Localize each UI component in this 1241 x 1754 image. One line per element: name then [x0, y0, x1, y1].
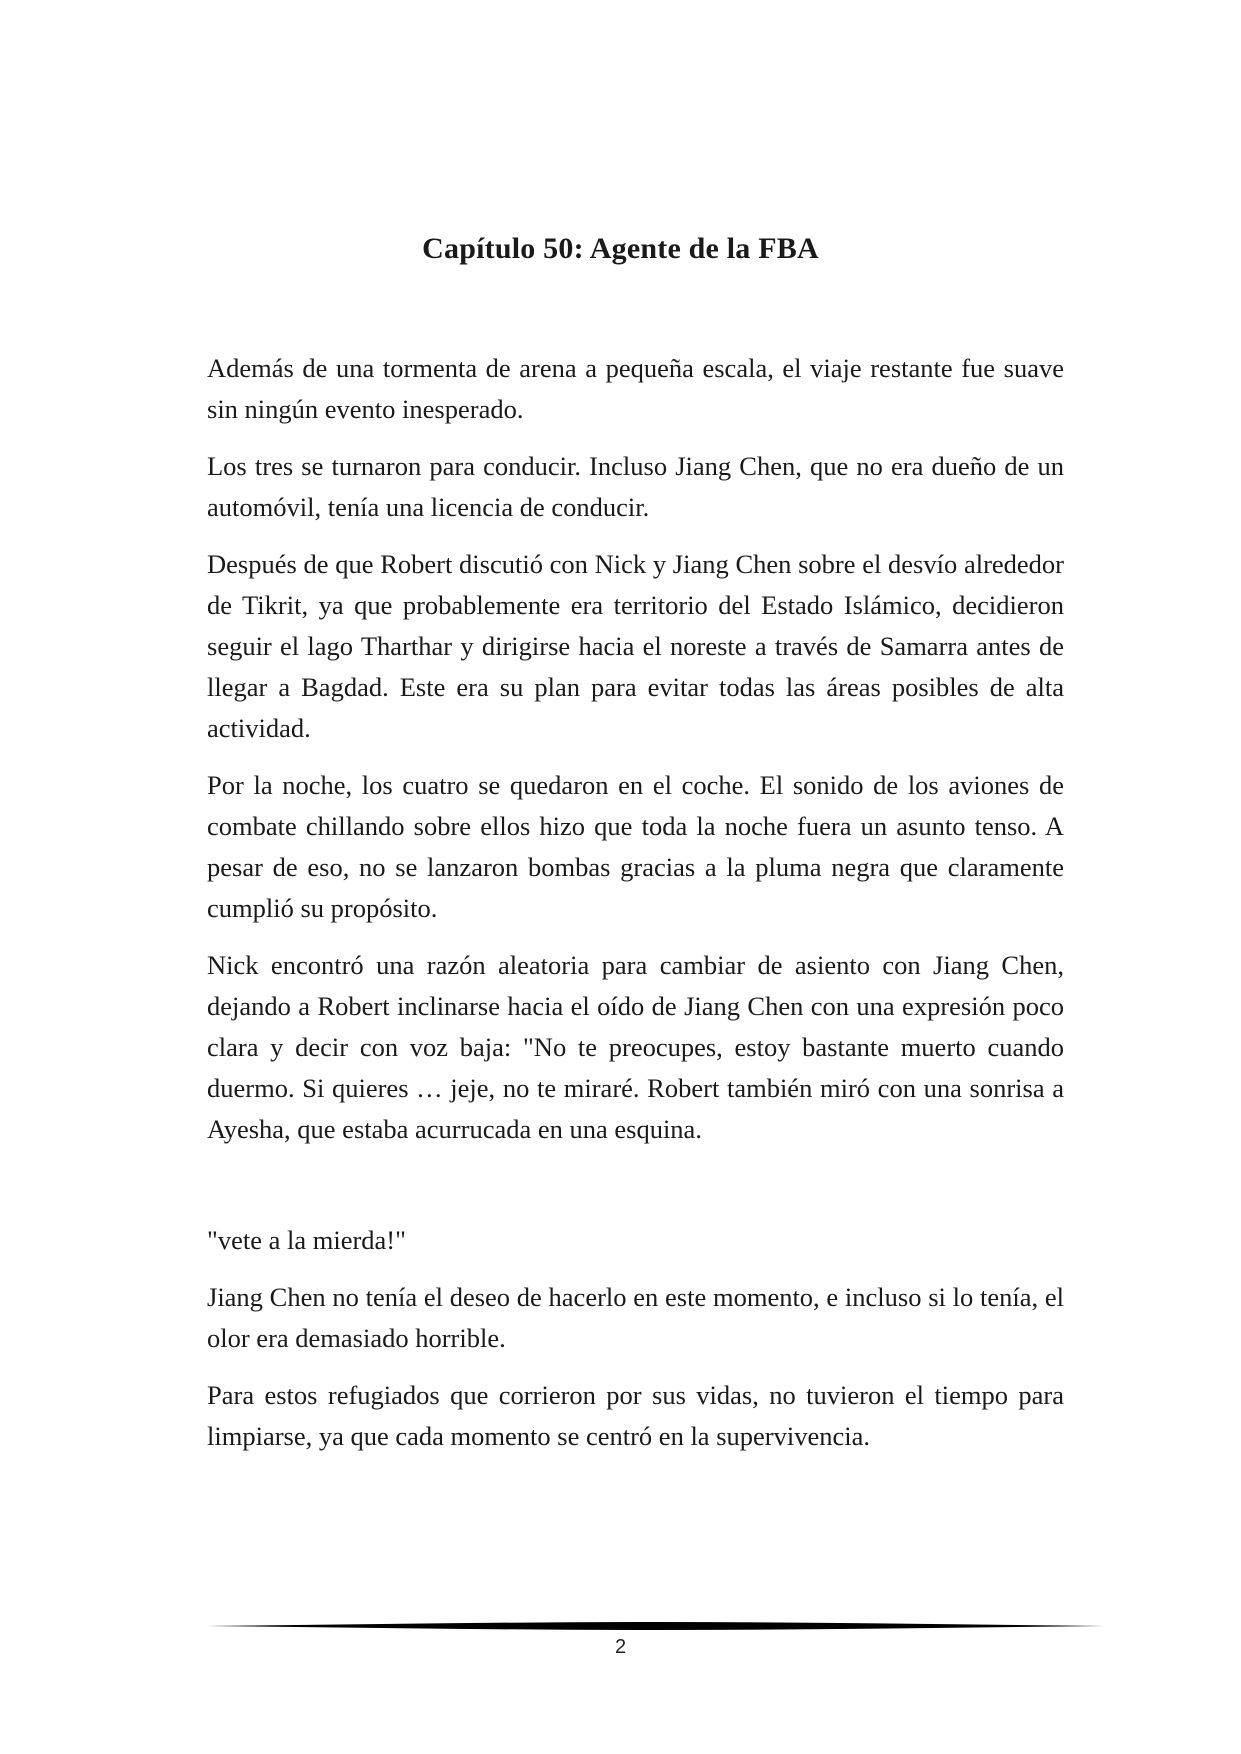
paragraph-8: Para estos refugiados que corrieron por sus vidas, no tuvieron el tiempo para limpiarse, ya que cada momento se centró en la supervivencia.: [207, 1380, 1064, 1451]
paragraph-4: Por la noche, los cuatro se quedaron en el coche. El sonido de los aviones de combate chillando sobre ellos hizo que toda la noche fuera un asunto tenso. A pesar de eso, no se lanzaron bombas gracias a la pluma negra que claramente cumplió su propósito.: [207, 770, 1064, 923]
chapter-title: Capítulo 50: Agente de la FBA: [422, 232, 819, 265]
paragraph-2: Los tres se turnaron para conducir. Incluso Jiang Chen, que no era dueño de un automóvil, tenía una licencia de conducir.: [207, 451, 1064, 522]
paragraph-3: Después de que Robert discutió con Nick y Jiang Chen sobre el desvío alrededor de Tikrit, ya que probablemente era territorio del Estado Islámico, decidieron seguir el lago Tharthar y dirigirse hacia el noreste a través de Samarra antes de llegar a Bagdad. Este era su plan para evitar todas las áreas posibles de alta actividad.: [207, 549, 1064, 743]
paragraph-6: "vete a la mierda!": [207, 1225, 406, 1255]
paragraph-1: Además de una tormenta de arena a pequeña escala, el viaje restante fue suave sin ningún evento inesperado.: [207, 353, 1064, 424]
page-number: 2: [614, 1636, 627, 1658]
footer-divider: [207, 1620, 1104, 1632]
paragraph-7: Jiang Chen no tenía el deseo de hacerlo en este momento, e incluso si lo tenía, el olor era demasiado horrible.: [207, 1282, 1064, 1353]
chapter-body: [207, 348, 1064, 1473]
paragraph-5: Nick encontró una razón aleatoria para cambiar de asiento con Jiang Chen, dejando a Robert inclinarse hacia el oído de Jiang Chen con una expresión poco clara y decir con voz baja: "No te preocupes, estoy bastante muerto cuando duermo. Si quieres … jeje, no te miraré. Robert también miró con una sonrisa a Ayesha, que estaba acurrucada en una esquina.: [207, 950, 1064, 1144]
